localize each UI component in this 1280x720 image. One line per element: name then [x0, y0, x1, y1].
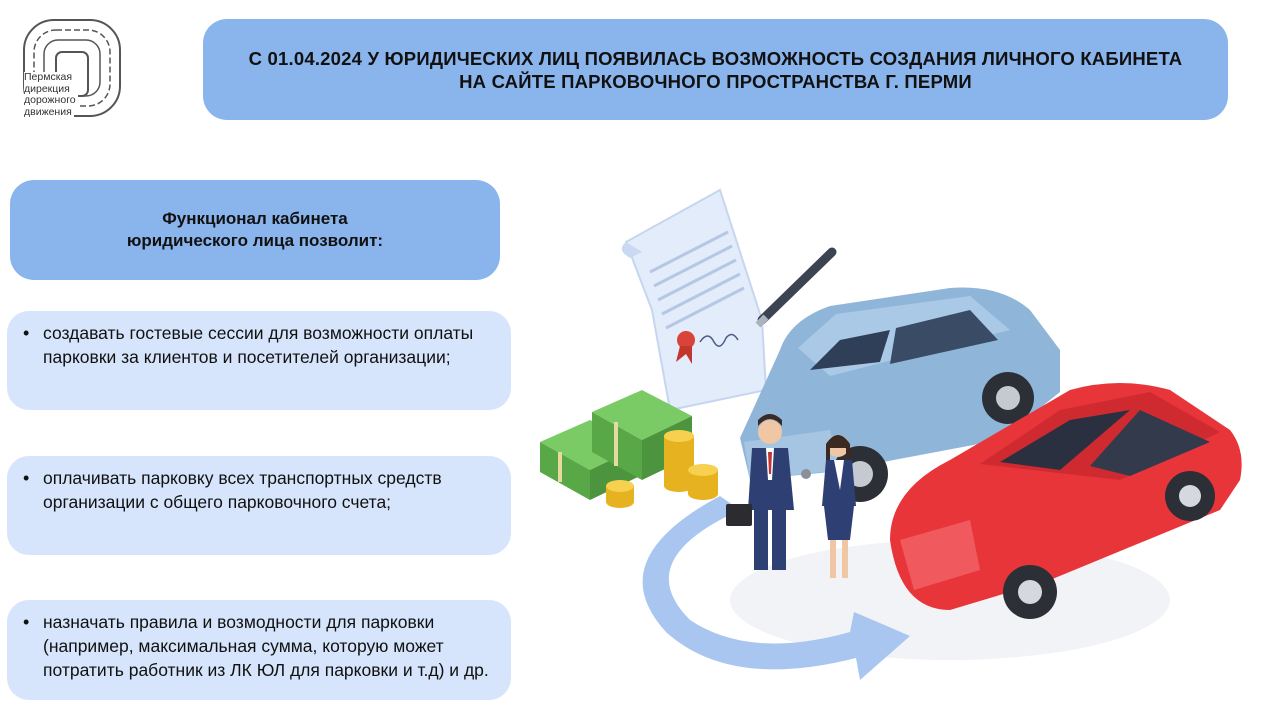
bullet: •	[23, 323, 30, 343]
logo-line: дорожного	[24, 94, 76, 106]
feature-item	[7, 456, 511, 555]
feature-text: оплачивать парковку всех транспортных средств организации с общего парковочного счета;	[43, 468, 442, 512]
subtitle	[65, 208, 445, 252]
illustration-svg	[530, 180, 1260, 700]
subtitle-box	[10, 180, 500, 280]
logo-line: движения	[24, 105, 72, 118]
feature-text: назначать правила и возмодности для парковки (например, максимальная сумма, которую может потратить работник из ЛК ЮЛ для парковки и т.д) и др.	[43, 612, 489, 680]
bullet: •	[23, 612, 30, 632]
contract-document-icon	[622, 190, 766, 410]
logo	[20, 18, 126, 120]
subtitle-line: Функционал кабинета	[162, 209, 348, 228]
feature-item	[7, 311, 511, 410]
feature-text: создавать гостевые сессии для возможности оплаты парковки за клиентов и посетителей организации;	[43, 323, 474, 367]
subtitle-line: юридического лица позволит:	[126, 231, 384, 250]
bullet: •	[23, 468, 30, 488]
car-deal-illustration	[530, 180, 1260, 700]
logo-line: дирекция	[24, 82, 70, 95]
header-banner	[203, 19, 1228, 120]
feature-item	[7, 600, 511, 700]
logo-line: Пермская	[24, 71, 73, 83]
logo-text	[24, 72, 124, 118]
page-title: С 01.04.2024 У ЮРИДИЧЕСКИХ ЛИЦ ПОЯВИЛАСЬ ВОЗМОЖНОСТЬ СОЗДАНИЯ ЛИЧНОГО КАБИНЕТА НА САЙТЕ ПАРКОВОЧНОГО ПРОСТРАНСТВА Г. ПЕРМИ	[248, 47, 1183, 92]
